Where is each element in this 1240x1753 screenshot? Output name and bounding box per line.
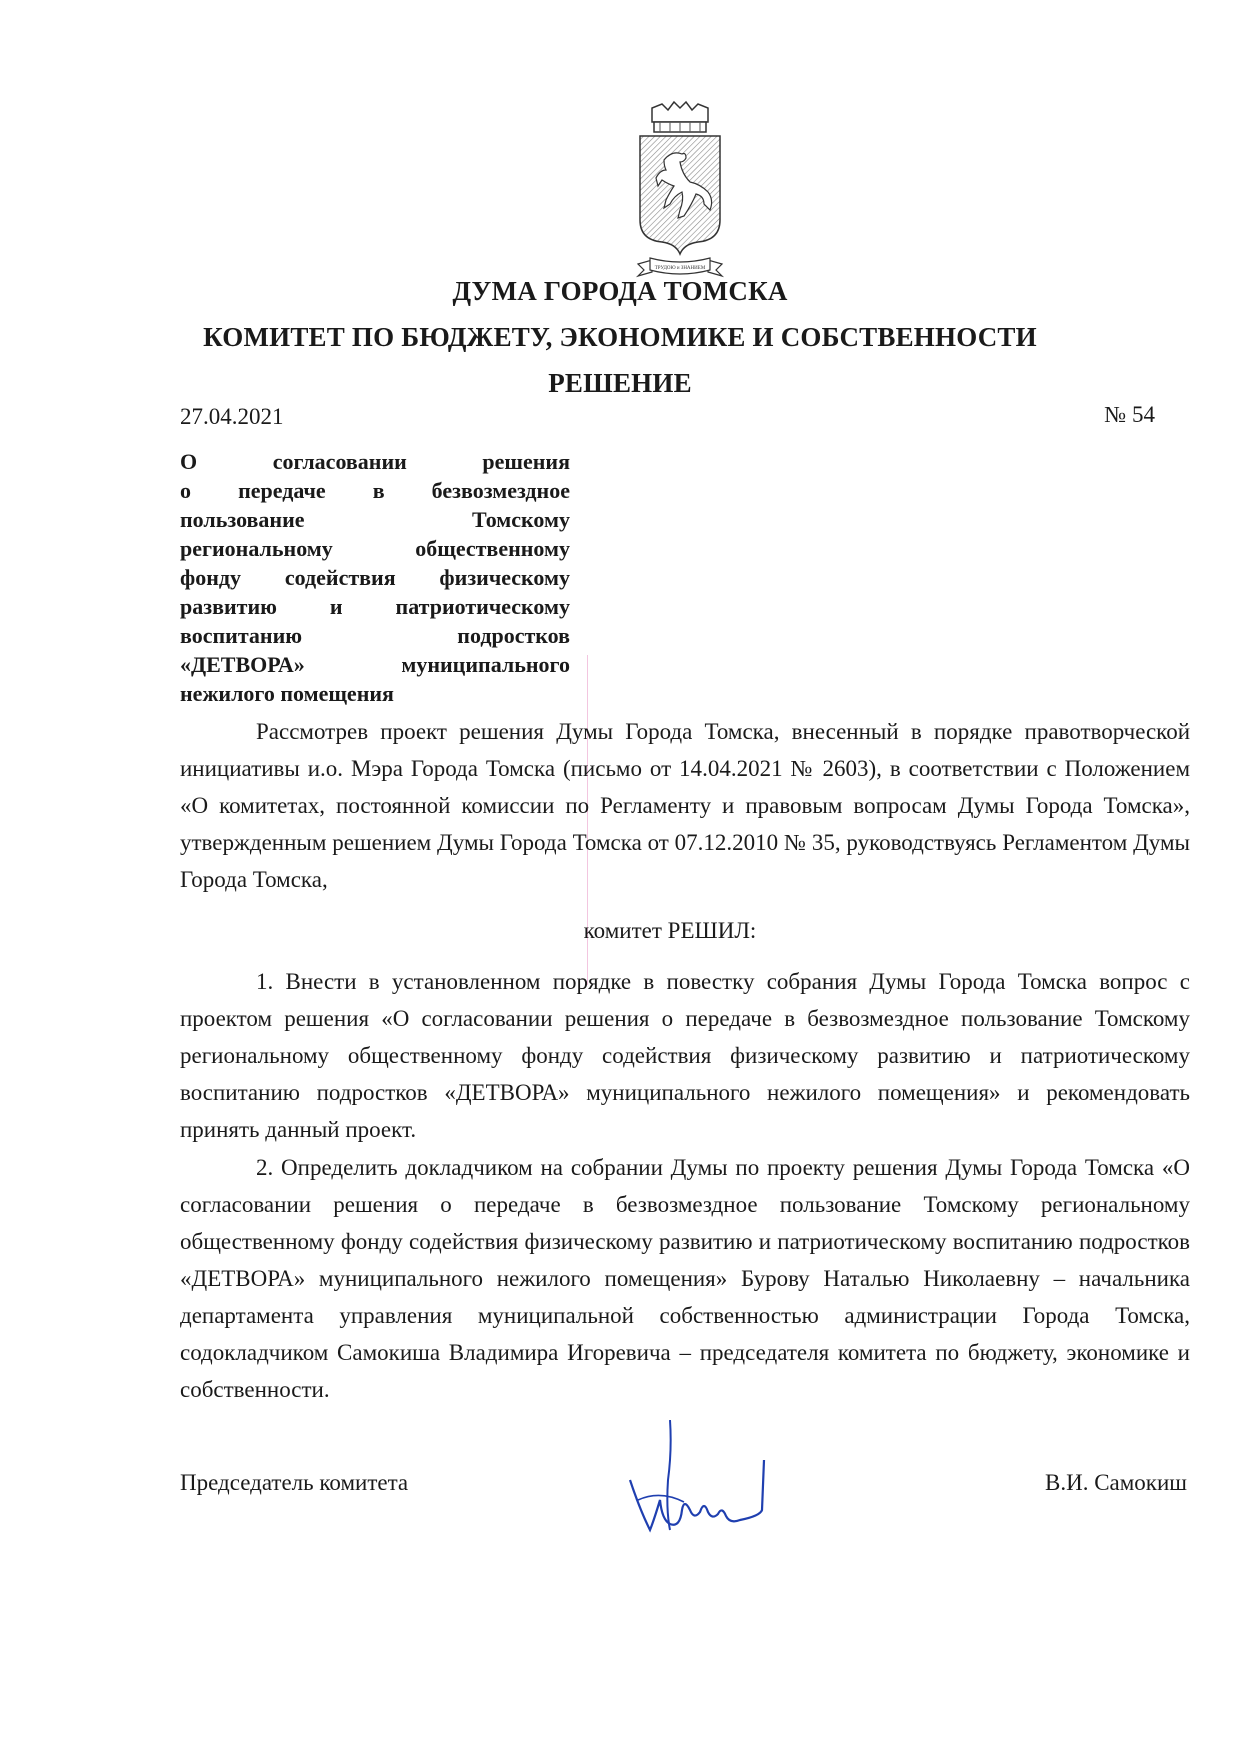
document-type: РЕШЕНИЕ [548,368,692,398]
signatory-name: В.И. Самокиш [1045,1470,1187,1495]
subject-line: пользование Томскому [180,507,570,532]
svg-text:ТРУДОЮ и ЗНАНИЕМ: ТРУДОЮ и ЗНАНИЕМ [654,266,706,271]
org-name: ДУМА ГОРОДА ТОМСКА [452,276,788,306]
handwritten-signature-icon [610,1420,790,1540]
signatory-title: Председатель комитета [180,1470,409,1495]
subject-line: региональному общественному [180,536,570,561]
subject-line: «ДЕТВОРА» муниципального [180,652,570,677]
item-1-block [180,963,1190,1148]
committee-name: КОМИТЕТ ПО БЮДЖЕТУ, ЭКОНОМИКЕ И СОБСТВЕННОСТИ [203,322,1037,352]
preamble-paragraph: Рассмотрев проект решения Думы Города Томска, внесенный в порядке правотворческой инициативы и.о. Мэра Города Томска (письмо от 14.04.2021 № 2603), в соответствии с Положением «О комитетах, постоянной комиссии по Регламенту и правовым вопросам Думы Города Томска», утвержденным решением Думы Города Томска от 07.12.2010 № 35, руководствуясь Регламентом Думы Города Томска, [180,719,1190,892]
decision-item-1: 1. Внести в установленном порядке в повестку собрания Думы Города Томска вопрос с проектом решения «О согласовании решения о передаче в безвозмездное пользование Томскому региональному общественному фонду содействия физическому развитию и патриотическому воспитанию подростков «ДЕТВОРА» муниципального нежилого помещения» и рекомендовать принять данный проект. [180,969,1190,1142]
subject-line: воспитанию подростков [180,623,570,648]
item-2-block [180,1149,1190,1408]
subject-line: О согласовании решения [180,449,570,474]
subject-line: развитию и патриотическому [180,594,570,619]
subject-line: нежилого помещения [180,681,394,706]
decision-subject [180,447,570,708]
subject-line: фонду содействия физическому [180,565,570,590]
tomsk-coat-of-arms-icon [634,100,726,280]
decision-number: № 54 [1104,402,1155,427]
decision-date: 27.04.2021 [180,404,284,429]
decision-item-2: 2. Определить докладчиком на собрании Думы по проекту решения Думы Города Томска «О согласовании решения о передаче в безвозмездное пользование Томскому региональному общественному фонду содействия физическому развитию и патриотическому воспитанию подростков «ДЕТВОРА» муниципального нежилого помещения» Бурову Наталью Николаевну – начальника департамента управления муниципальной собственностью администрации Города Томска, содокладчиком Самокиша Владимира Игоревича – председателя комитета по бюджету, экономике и собственности. [180,1155,1190,1402]
resolved-heading: комитет РЕШИЛ: [583,918,757,943]
subject-line: о передаче в безвозмездное [180,478,570,503]
preamble-block [180,713,1190,898]
